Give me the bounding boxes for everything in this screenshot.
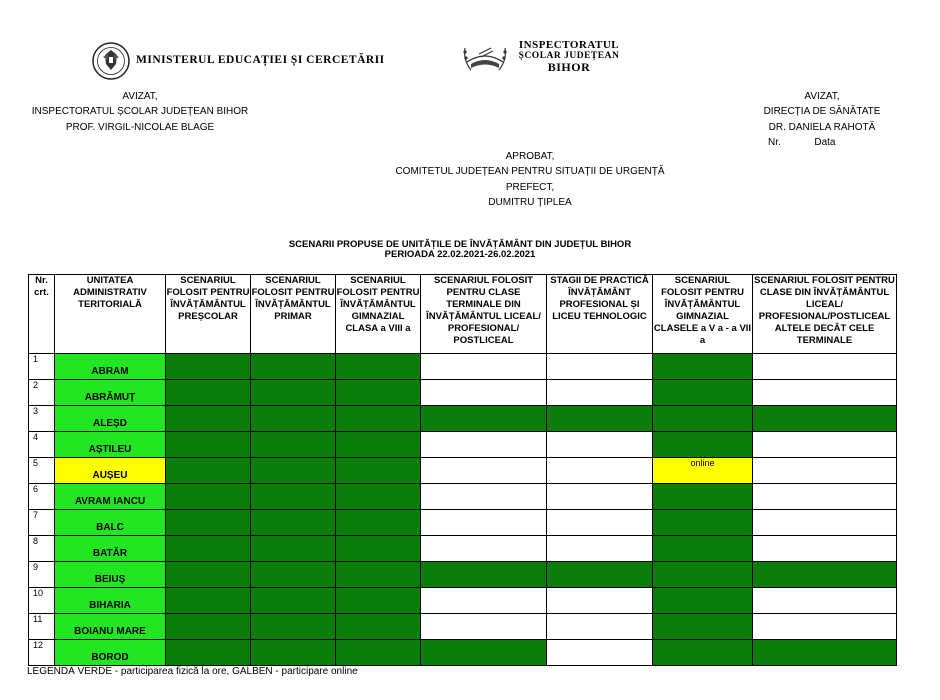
scenario-cell [547,432,653,458]
header-scenario-1: SCENARIUL FOLOSIT PENTRU ÎNVĂȚĂMÂNTUL PREȘCOLAR [166,275,251,354]
table-row [29,614,897,640]
scenario-cell [336,484,421,510]
open-book-laurel-icon [461,40,509,76]
ministry-logo [92,42,130,80]
scenario-cell [336,640,421,666]
scenario-cell [753,614,897,640]
data-label: Data [814,136,836,148]
scenario-cell [336,432,421,458]
inspectorate-line2: ȘCOLAR JUDEȚEAN [518,51,620,61]
header-uat: UNITATEA ADMINISTRATIV TERITORIALĂ [55,275,166,354]
scenario-cell [653,380,753,406]
scenario-cell [336,380,421,406]
scenario-cell [753,406,897,432]
scenario-cell [547,510,653,536]
right-avizat: AVIZAT, [804,91,840,102]
table-body [29,354,897,666]
row-number: 5 [29,458,55,484]
scenario-cell [336,562,421,588]
scenario-cell [251,354,336,380]
scenario-cell [336,354,421,380]
scenario-cell [547,484,653,510]
scenario-cell [753,588,897,614]
left-institution: INSPECTORATUL ȘCOLAR JUDEȚEAN BIHOR [31,106,249,118]
center-approval-block [330,149,730,210]
scenario-cell [251,510,336,536]
scenario-table [28,274,897,666]
scenario-cell [251,588,336,614]
scenario-cell: online [653,458,753,484]
legend: LEGENDĂ VERDE - participarea fizică la ore, GALBEN - participare online [27,666,358,677]
row-number: 11 [29,614,55,640]
header-scenario-4: SCENARIUL FOLOSIT PENTRU CLASE TERMINALE DIN ÎNVĂȚĂMÂNTUL LICEAL/ PROFESIONAL/ POSTLICEAL [421,275,547,354]
scenario-cell [547,614,653,640]
row-number: 3 [29,406,55,432]
scenario-cell [421,484,547,510]
row-number: 10 [29,588,55,614]
uat-name: ALEȘD [55,406,166,432]
inspectorate-logo [461,40,509,76]
header-scenario-7: SCENARIUL FOLOSIT PENTRU CLASE DIN ÎNVĂȚĂMÂNTUL LICEAL/ PROFESIONAL/POSTLICEAL ALTELE DECÂT CELE TERMINALE [753,275,897,354]
scenario-cell [547,640,653,666]
scenario-cell [753,380,897,406]
scenario-cell [653,536,753,562]
uat-name: BOROD [55,640,166,666]
header-scenario-3: SCENARIUL FOLOSIT PENTRU ÎNVĂȚĂMÂNTUL GIMNAZIAL CLASA a VIII a [336,275,421,354]
scenario-cell [251,380,336,406]
scenario-cell [547,562,653,588]
scenario-cell [166,458,251,484]
scenario-cell [653,510,753,536]
table-header-row [29,275,897,354]
header-scenario-5: STAGII DE PRACTICĂ ÎNVĂȚĂMÂNT PROFESIONAL ȘI LICEU TEHNOLOGIC [547,275,653,354]
row-number: 7 [29,510,55,536]
title-line2: PERIOADA 22.02.2021-26.02.2021 [384,249,536,260]
table-row [29,510,897,536]
scenario-cell [421,458,547,484]
scenario-cell [166,614,251,640]
uat-name: BATĂR [55,536,166,562]
right-institution: DIRECȚIA DE SĂNĂTATE [763,106,881,118]
row-number: 4 [29,432,55,458]
scenario-cell [166,484,251,510]
uat-name: BEIUȘ [55,562,166,588]
scenario-cell [251,536,336,562]
table-row [29,380,897,406]
center-institution: COMITETUL JUDEȚEAN PENTRU SITUAȚII DE URGENȚĂ [395,166,665,178]
row-number: 8 [29,536,55,562]
scenario-cell [336,510,421,536]
scenario-cell [753,536,897,562]
inspectorate-line1: INSPECTORATUL [518,39,620,51]
header-nr: Nr. crt. [29,275,55,354]
inspectorate-name [512,40,626,73]
scenario-cell [547,354,653,380]
left-avizat: AVIZAT, [122,91,158,102]
scenario-cell [547,380,653,406]
scenario-cell [251,406,336,432]
uat-name: AȘTILEU [55,432,166,458]
scenario-cell [251,640,336,666]
scenario-cell [753,354,897,380]
uat-name: AUȘEU [55,458,166,484]
table-row [29,484,897,510]
scenario-cell [166,640,251,666]
scenario-cell [421,640,547,666]
scenario-cell [251,562,336,588]
scenario-cell [753,562,897,588]
scenario-cell [421,432,547,458]
inspectorate-line3: BIHOR [547,60,591,74]
scenario-cell [421,406,547,432]
scenario-cell [166,432,251,458]
center-aprobat: APROBAT, [505,151,555,162]
scenario-cell [166,588,251,614]
uat-name: BIHARIA [55,588,166,614]
right-signatory: DR. DANIELA RAHOTĂ [768,121,876,133]
scenario-cell [653,354,753,380]
scenario-cell [421,380,547,406]
table-row [29,562,897,588]
scenario-cell [653,588,753,614]
right-nr-data [742,135,902,150]
uat-name: BALC [55,510,166,536]
center-signatory: DUMITRU ȚIPLEA [488,196,572,208]
scenario-cell [653,614,753,640]
center-role: PREFECT, [505,181,555,193]
scenario-cell [547,458,653,484]
scenario-cell [653,562,753,588]
right-approval-block [742,89,902,150]
scenario-cell [547,588,653,614]
ministry-name: MINISTERUL EDUCAȚIEI ȘI CERCETĂRII [136,54,385,66]
scenario-cell [251,614,336,640]
left-approval-block [20,89,260,135]
scenario-cell [336,588,421,614]
scenario-cell [166,406,251,432]
scenario-cell [653,406,753,432]
scenario-cell [753,484,897,510]
table-row [29,640,897,666]
row-number: 6 [29,484,55,510]
title-line1: SCENARII PROPUSE DE UNITĂȚILE DE ÎNVĂȚĂMÂNT DIN JUDEȚUL BIHOR [288,239,632,250]
scenario-cell [421,354,547,380]
uat-name: AVRAM IANCU [55,484,166,510]
scenario-cell [421,614,547,640]
scenario-cell [753,640,897,666]
header-scenario-6: SCENARIUL FOLOSIT PENTRU ÎNVĂȚĂMÂNTUL GIMNAZIAL CLASELE a V a - a VII a [653,275,753,354]
row-number: 9 [29,562,55,588]
scenario-cell [753,432,897,458]
table-row [29,406,897,432]
scenario-cell [421,562,547,588]
table-row [29,458,897,484]
scenario-cell [166,380,251,406]
scenario-cell [653,484,753,510]
scenario-cell [336,614,421,640]
scenario-cell [166,536,251,562]
uat-name: ABRĂMUȚ [55,380,166,406]
uat-name: BOIANU MARE [55,614,166,640]
header-scenario-2: SCENARIUL FOLOSIT PENTRU ÎNVĂȚĂMÂNTUL PRIMAR [251,275,336,354]
scenario-cell [753,510,897,536]
table-row [29,536,897,562]
scenario-cell [547,406,653,432]
table-row [29,354,897,380]
document-title [230,240,690,260]
scenario-cell [336,406,421,432]
scenario-cell [251,432,336,458]
table-row [29,588,897,614]
scenario-cell [166,510,251,536]
ministry-seal-icon [92,42,130,80]
scenario-cell [653,432,753,458]
scenario-cell [336,458,421,484]
scenario-cell [251,484,336,510]
scenario-cell [421,588,547,614]
scenario-cell [166,354,251,380]
nr-label: Nr. [768,136,781,148]
row-number: 1 [29,354,55,380]
scenario-cell [653,640,753,666]
row-number: 12 [29,640,55,666]
table-row [29,432,897,458]
scenario-cell [336,536,421,562]
row-number: 2 [29,380,55,406]
scenario-cell [753,458,897,484]
scenario-cell [421,510,547,536]
scenario-cell [166,562,251,588]
scenario-cell [421,536,547,562]
scenario-cell [251,458,336,484]
scenario-cell [547,536,653,562]
uat-name: ABRAM [55,354,166,380]
left-signatory: PROF. VIRGIL-NICOLAE BLAGE [65,121,215,133]
